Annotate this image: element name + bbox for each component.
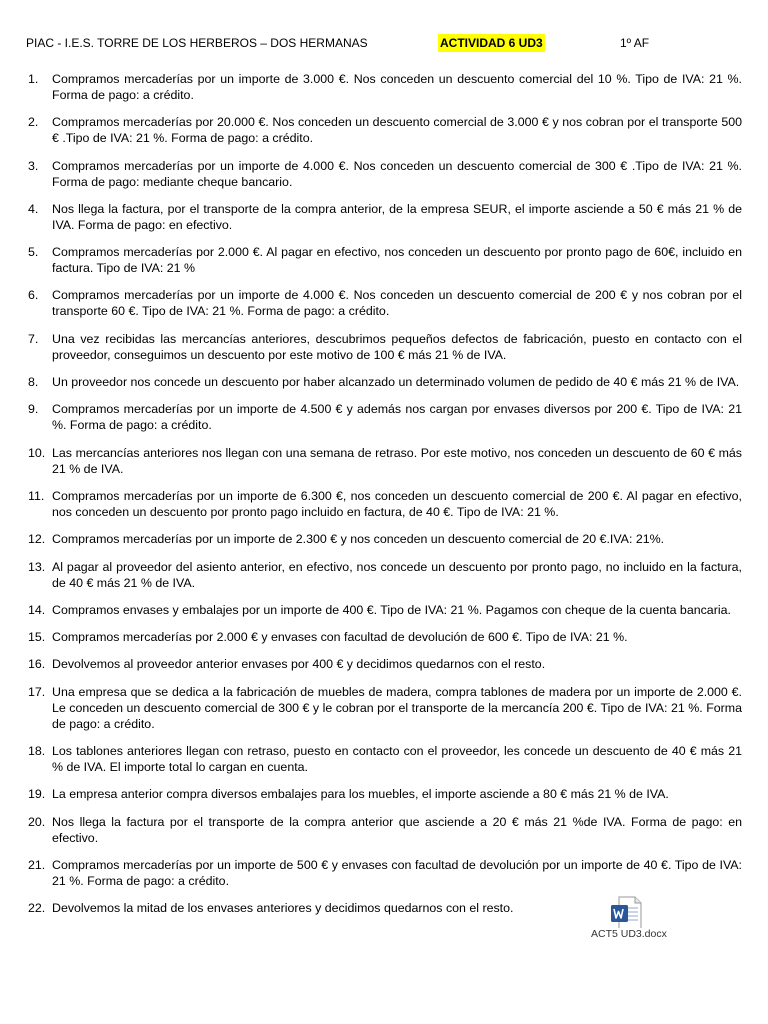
exercise-text: Compramos mercaderías por un importe de 500 € y envases con facultad de devolución por un importe de 40 €. Tipo de IVA: 21 %. Forma de pago: a crédito. [52,857,742,888]
exercise-item [28,786,742,802]
exercise-number: 5. [28,245,39,260]
exercise-number: 2. [28,115,39,130]
exercise-number: 1. [28,72,39,86]
exercise-number: 17. [28,684,46,699]
exercise-text: Nos llega la factura, por el transporte de la compra anterior, de la empresa SEUR, el importe asciende a 50 € más 21 % de IVA. Forma de pago: en efectivo. [52,201,742,232]
exercise-item [28,656,742,672]
exercise-item [28,488,742,520]
exercise-text: Compramos mercaderías por un importe de 4.500 € y además nos cargan por envases diversos por 200 €. Tipo de IVA: 21 %. Forma de pago: a crédito. [52,402,742,433]
exercise-item [28,401,742,433]
exercise-item [28,374,742,390]
exercise-number: 4. [28,201,39,216]
exercise-number: 6. [28,288,39,303]
exercise-item [28,287,742,319]
exercise-text: Una empresa que se dedica a la fabricación de muebles de madera, compra tablones de madera por un importe de 2.000 €. Le conceden un descuento comercial de 300 € y le cobran por el transporte de la mercancía 200 €. Tipo de IVA: 21 %. Forma de pago: a crédito. [52,684,742,731]
class-group: 1º AF [620,36,650,50]
exercise-text: Compramos mercaderías por 20.000 €. Nos conceden un descuento comercial de 3.000 € y nos cobran por el transporte 500 € .Tipo de IVA: 21 %. Forma de pago: a crédito. [52,115,742,146]
word-document-icon-graphic [610,896,642,930]
exercise-text: Devolvemos al proveedor anterior envases por 400 € y decidimos quedarnos con el resto. [52,657,546,672]
exercise-number: 3. [28,158,39,173]
exercise-number: 15. [28,630,46,645]
exercise-item [28,158,742,190]
exercise-text: Compramos mercaderías por un importe de 6.300 €, nos conceden un descuento comercial de 200 €. Al pagar en efectivo, nos conceden un descuento por pronto pago incluido en factura, de 40 €. Tipo de IVA: 21 %. [52,488,742,519]
exercise-item [28,743,742,775]
exercise-item [28,445,742,477]
activity-title: ACTIVIDAD 6 UD3 [440,36,543,50]
exercise-item [28,331,742,363]
exercise-item [28,857,742,889]
exercise-number: 13. [28,559,46,574]
exercise-number: 8. [28,375,39,390]
exercise-text: Al pagar al proveedor del asiento anterior, en efectivo, nos concede un descuento por pronto pago, no incluido en la factura, de 40 € más 21 % de IVA. [52,559,742,590]
exercise-text: Los tablones anteriores llegan con retraso, puesto en contacto con el proveedor, les concede un descuento de 40 € más 21 % de IVA. El importe total lo cargan en cuenta. [52,744,742,775]
school-name: PIAC - I.E.S. TORRE DE LOS HERBEROS – DOS HERMANAS [26,36,368,50]
exercise-number: 20. [28,814,46,829]
exercise-text: Compramos mercaderías por un importe de 4.000 €. Nos conceden un descuento comercial de 300 € .Tipo de IVA: 21 %. Forma de pago: mediante cheque bancario. [52,158,742,189]
exercise-item [28,201,742,233]
exercise-number: 7. [28,331,39,346]
exercise-number: 16. [28,657,46,672]
exercise-number: 14. [28,602,46,617]
document-header [26,34,746,52]
exercise-list [28,71,742,928]
exercise-item [28,629,742,645]
exercise-text: Compramos mercaderías por un importe de 2.300 € y nos conceden un descuento comercial de 20 €.IVA: 21%. [52,532,665,547]
exercise-item [28,531,742,547]
exercise-item [28,71,742,103]
exercise-text: Compramos mercaderías por 2.000 € y envases con facultad de devolución de 600 €. Tipo de IVA: 21 %. [52,630,628,645]
word-document-icon[interactable] [610,896,642,930]
exercise-item [28,602,742,618]
exercise-text: Nos llega la factura por el transporte de la compra anterior que asciende a 20 € más 21 %de IVA. Forma de pago: en efectivo. [52,814,742,845]
exercise-number: 19. [28,787,46,802]
exercise-text: Compramos mercaderías por 2.000 €. Al pagar en efectivo, nos conceden un descuento por pronto pago de 60€, incluido en factura. Tipo de IVA: 21 % [52,245,742,276]
exercise-number: 12. [28,532,46,547]
exercise-text: Un proveedor nos concede un descuento por haber alcanzado un determinado volumen de pedido de 40 € más 21 % de IVA. [52,375,740,390]
exercise-number: 22. [28,901,46,916]
attachment-filename[interactable]: ACT5 UD3.docx [591,928,667,940]
exercise-text: Compramos mercaderías por un importe de 4.000 €. Nos conceden un descuento comercial de 200 € y nos cobran por el transporte 60 €. Tipo de IVA: 21 %. Forma de pago: a crédito. [52,288,742,319]
exercise-text: Las mercancías anteriores nos llegan con una semana de retraso. Por este motivo, nos conceden un descuento de 60 € más 21 % de IVA. [52,445,742,476]
exercise-text: Devolvemos la mitad de los envases anteriores y decidimos quedarnos con el resto. [52,901,514,916]
exercise-item [28,114,742,146]
exercise-number: 9. [28,402,39,417]
exercise-number: 18. [28,744,46,759]
exercise-item [28,684,742,732]
exercise-text: La empresa anterior compra diversos embalajes para los muebles, el importe asciende a 80 € más 21 % de IVA. [52,787,669,802]
exercise-text: Una vez recibidas las mercancías anteriores, descubrimos pequeños defectos de fabricación, puesto en contacto con el proveedor, conseguimos un descuento por este motivo de 100 € más 21 % de IVA. [52,331,742,362]
exercise-number: 11. [28,488,45,503]
exercise-text: Compramos envases y embalajes por un importe de 400 €. Tipo de IVA: 21 %. Pagamos con cheque de la cuenta bancaria. [52,602,731,617]
exercise-text: Compramos mercaderías por un importe de 3.000 €. Nos conceden un descuento comercial del 10 %. Tipo de IVA: 21 %. Forma de pago: a crédito. [52,72,742,102]
exercise-item [28,559,742,591]
exercise-number: 21. [28,857,46,872]
exercise-item [28,244,742,276]
exercise-item [28,814,742,846]
exercise-number: 10. [28,445,46,460]
